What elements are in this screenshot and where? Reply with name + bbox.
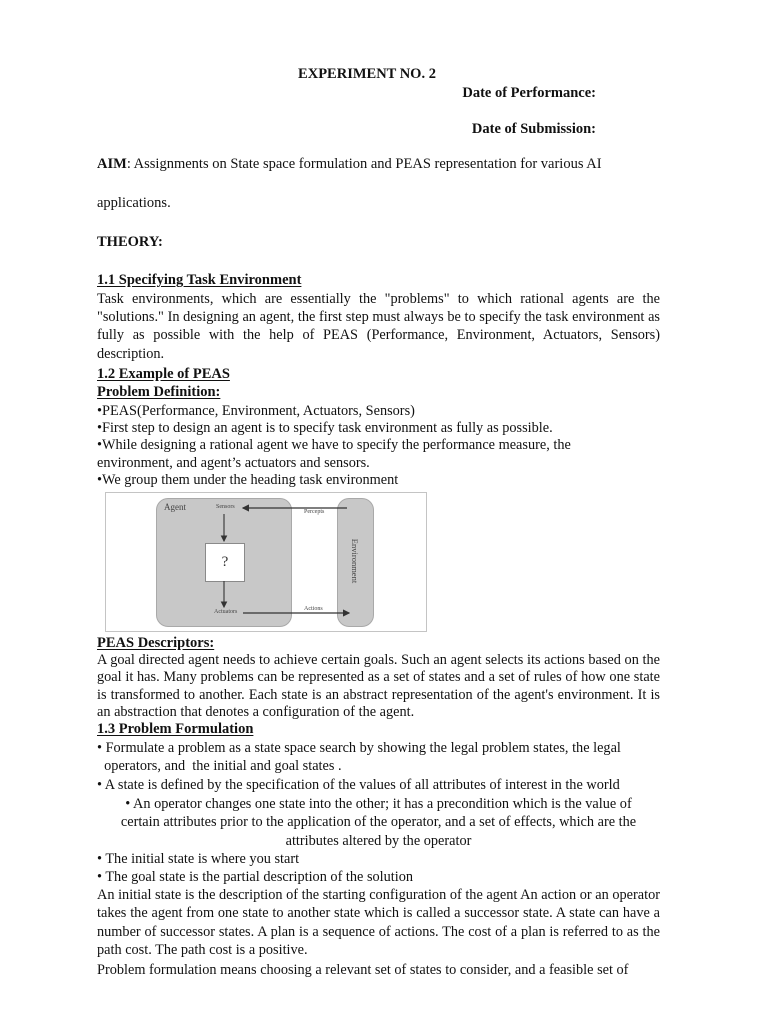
date-of-submission-label: Date of Submission: (471, 121, 596, 137)
agent-environment-diagram (105, 492, 427, 632)
agent-label: Agent (164, 502, 186, 512)
operator-line-3: attributes altered by the operator (285, 833, 472, 849)
initial-state-paragraph: An initial state is the description of the starting configuration of the agent An action or an operator takes the agent from one state to another state which is called a successor state. A state can have a number of successor states. A plan is a sequence of actions. The cost of a plan is referred to as the path cost. The path cost is a positive. (97, 887, 660, 958)
theory-heading: THEORY: (97, 234, 163, 250)
actions-label: Actions (304, 606, 323, 612)
bullet-state-defined: • A state is defined by the specification of the values of all attributes of interest in the world (97, 777, 620, 793)
bullet-designing-agent: •While designing a rational agent we have to specify the performance measure, the (97, 437, 571, 453)
aim-text: : Assignments on State space formulation and PEAS representation for various AI (126, 156, 602, 172)
bullet-peas: •PEAS(Performance, Environment, Actuators, Sensors) (97, 403, 415, 419)
aim-label: AIM (97, 156, 127, 172)
aim-text-continued: applications. (97, 195, 171, 211)
section-1-2-heading: 1.2 Example of PEAS (97, 366, 230, 382)
bullet-designing-agent-cont: environment, and agent’s actuators and sensors. (97, 455, 370, 471)
problem-formulation-line: Problem formulation means choosing a relevant set of states to consider, and a feasible set of (97, 962, 629, 978)
section-1-3-heading: 1.3 Problem Formulation (97, 721, 254, 737)
percepts-label: Percepts (304, 509, 325, 515)
aim-line (97, 156, 602, 173)
bullet-formulate-cont: operators, and the initial and goal states . (97, 758, 342, 774)
actuators-label: Actuators (214, 609, 238, 615)
peas-descriptors-heading: PEAS Descriptors: (97, 635, 215, 651)
bullet-goal-state: • The goal state is the partial description of the solution (97, 869, 414, 885)
problem-definition-heading: Problem Definition: (97, 384, 221, 400)
bullet-initial-state: • The initial state is where you start (97, 851, 300, 867)
operator-line-1: • An operator changes one state into the other; it has a precondition which is the value of (125, 796, 632, 812)
agent-program-box: ? (205, 543, 245, 582)
bullet-formulate: • Formulate a problem as a state space search by showing the legal problem states, the legal (97, 740, 621, 756)
bullet-first-step: •First step to design an agent is to specify task environment as fully as possible. (97, 420, 553, 436)
bullet-group-heading: •We group them under the heading task environment (97, 472, 399, 488)
environment-label: Environment (350, 538, 360, 584)
document-title: EXPERIMENT NO. 2 (298, 66, 436, 82)
peas-descriptors-paragraph: A goal directed agent needs to achieve certain goals. Such an agent selects its actions based on the goal it has. Many problems can be represented as a set of states and a set of rules of how one state is transformed to another. Each state is an abstract representation of the agent's environment. It is an abstraction that denotes a configuration of the agent. (97, 652, 660, 720)
diagram-arrows (106, 493, 426, 631)
section-1-1-paragraph: Task environments, which are essentially the "problems" to which rational agents are the "solutions." In designing an agent, the first step must always be to specify the task environment as fully as possible with the help of PEAS (Performance, Environment, Actuators, Sensors) description. (97, 291, 660, 362)
operator-line-2: certain attributes prior to the application of the operator, and a set of effects, which are the (120, 814, 637, 830)
date-of-performance-label: Date of Performance: (462, 85, 596, 101)
sensors-label: Sensors (216, 504, 235, 510)
section-1-1-heading: 1.1 Specifying Task Environment (97, 272, 302, 288)
